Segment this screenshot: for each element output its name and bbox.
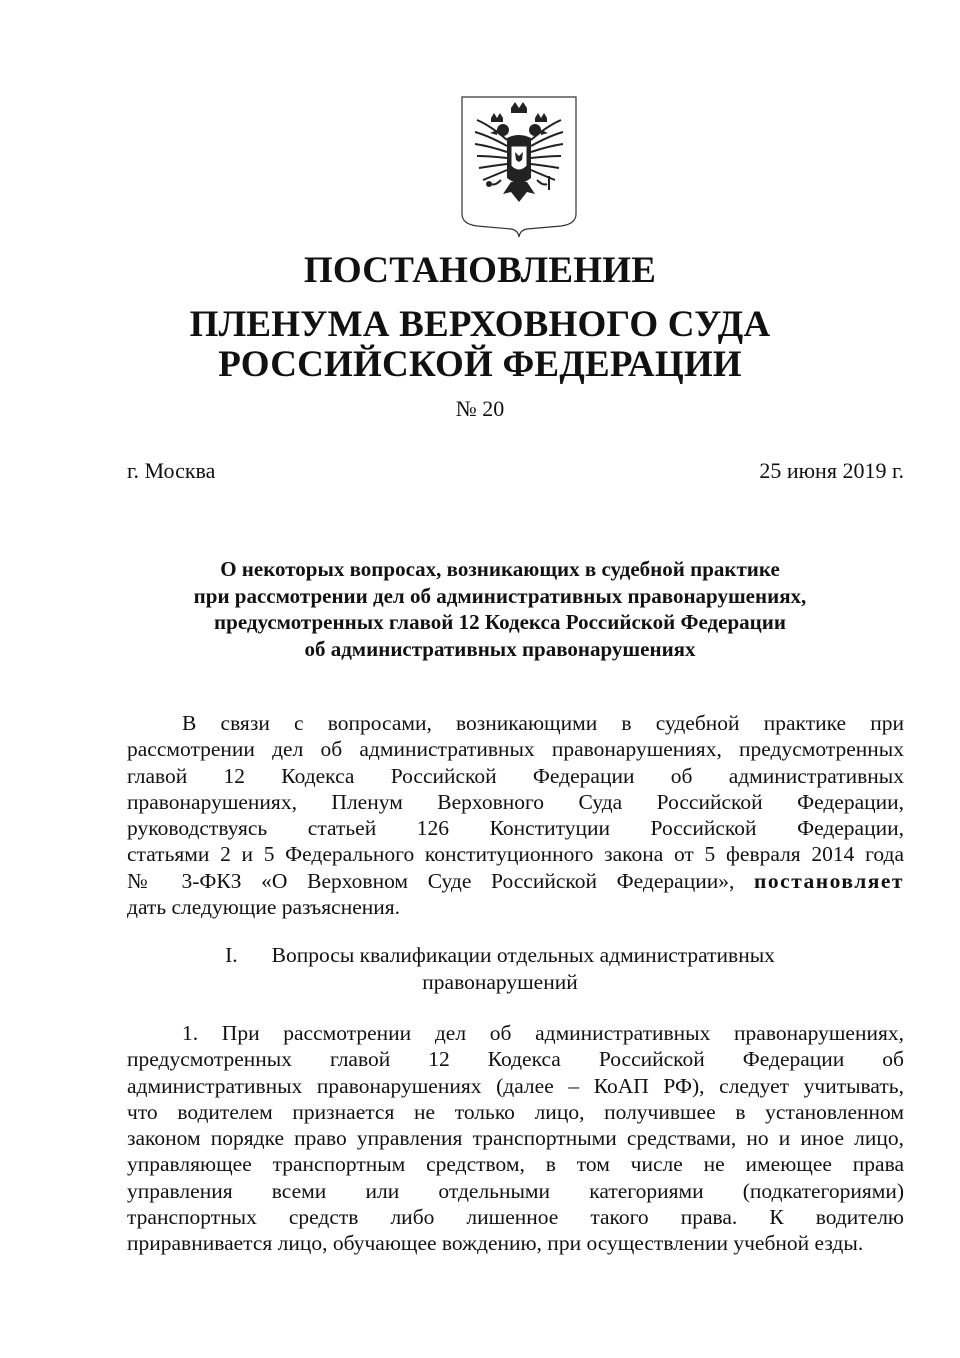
resolution-verb: постановляет <box>754 868 904 893</box>
paragraph-line: статьями 2 и 5 Федерального конституционного закона от 5 февраля 2014 года <box>127 842 904 867</box>
document-date: 25 июня 2019 г. <box>759 458 904 483</box>
subject-line: об административных правонарушениях <box>304 636 696 661</box>
city: г. Москва <box>127 458 216 483</box>
paragraph-line: рассмотрении дел об административных правонарушениях, предусмотренных <box>127 737 904 762</box>
document-number: № 20 <box>455 396 505 421</box>
section-number: I. <box>225 943 238 967</box>
intro-paragraph <box>127 710 904 920</box>
paragraph-line: управления всеми или отдельными категориями (подкатегориями) <box>127 1178 904 1203</box>
document-type-title: ПОСТАНОВЛЕНИЕ <box>303 250 657 291</box>
document-subject <box>0 556 960 662</box>
double-headed-eagle-icon <box>461 96 577 238</box>
paragraph-line: управляющее транспортным средством, в том числе не имеющее права <box>127 1152 904 1177</box>
paragraph-line: транспортных средств либо лишенное такого права. К водителю <box>127 1205 904 1230</box>
paragraph-line: главой 12 Кодекса Российской Федерации об административных <box>127 763 904 788</box>
paragraph-text: № 3-ФКЗ «О Верховном Суде Российской Федерации», <box>127 868 735 893</box>
subject-line: при рассмотрении дел об административных правонарушениях, <box>193 583 807 608</box>
paragraph-line: административных правонарушениях (далее – КоАП РФ), следует учитывать, <box>127 1073 904 1098</box>
paragraph-line: 1. При рассмотрении дел об административных правонарушениях, <box>182 1021 904 1045</box>
paragraph-line: законом порядке право управления транспортными средствами, но и иное лицо, <box>127 1126 904 1151</box>
subject-line: О некоторых вопросах, возникающих в судебной практике <box>220 557 780 581</box>
section-heading <box>0 942 960 995</box>
paragraph-line <box>127 868 904 894</box>
issuer-title-line2: РОССИЙСКОЙ ФЕДЕРАЦИИ <box>218 344 742 385</box>
paragraph-line: правонарушениях, Пленум Верховного Суда Российской Федерации, <box>127 789 904 814</box>
paragraph-line: приравнивается лицо, обучающее вождению, при осуществлении учебной езды. <box>127 1231 864 1256</box>
issuer-title-line1: ПЛЕНУМА ВЕРХОВНОГО СУДА <box>189 304 771 345</box>
paragraph-line: В связи с вопросами, возникающими в судебной практике при <box>182 711 904 735</box>
paragraph-line: что водителем признается не только лицо, получившее в установленном <box>127 1099 904 1124</box>
subject-line: предусмотренных главой 12 Кодекса Российской Федерации <box>214 610 786 634</box>
point-1-paragraph <box>127 1020 904 1257</box>
paragraph-line: руководствуясь статьей 126 Конституции Российской Федерации, <box>127 816 904 841</box>
section-title-line1: Вопросы квалификации отдельных административных <box>271 943 775 967</box>
paragraph-line: предусмотренных главой 12 Кодекса Российской Федерации об <box>127 1047 904 1072</box>
coat-of-arms-emblem <box>461 96 577 238</box>
paragraph-line: дать следующие разъяснения. <box>127 895 401 920</box>
section-title-line2: правонарушений <box>422 969 578 994</box>
